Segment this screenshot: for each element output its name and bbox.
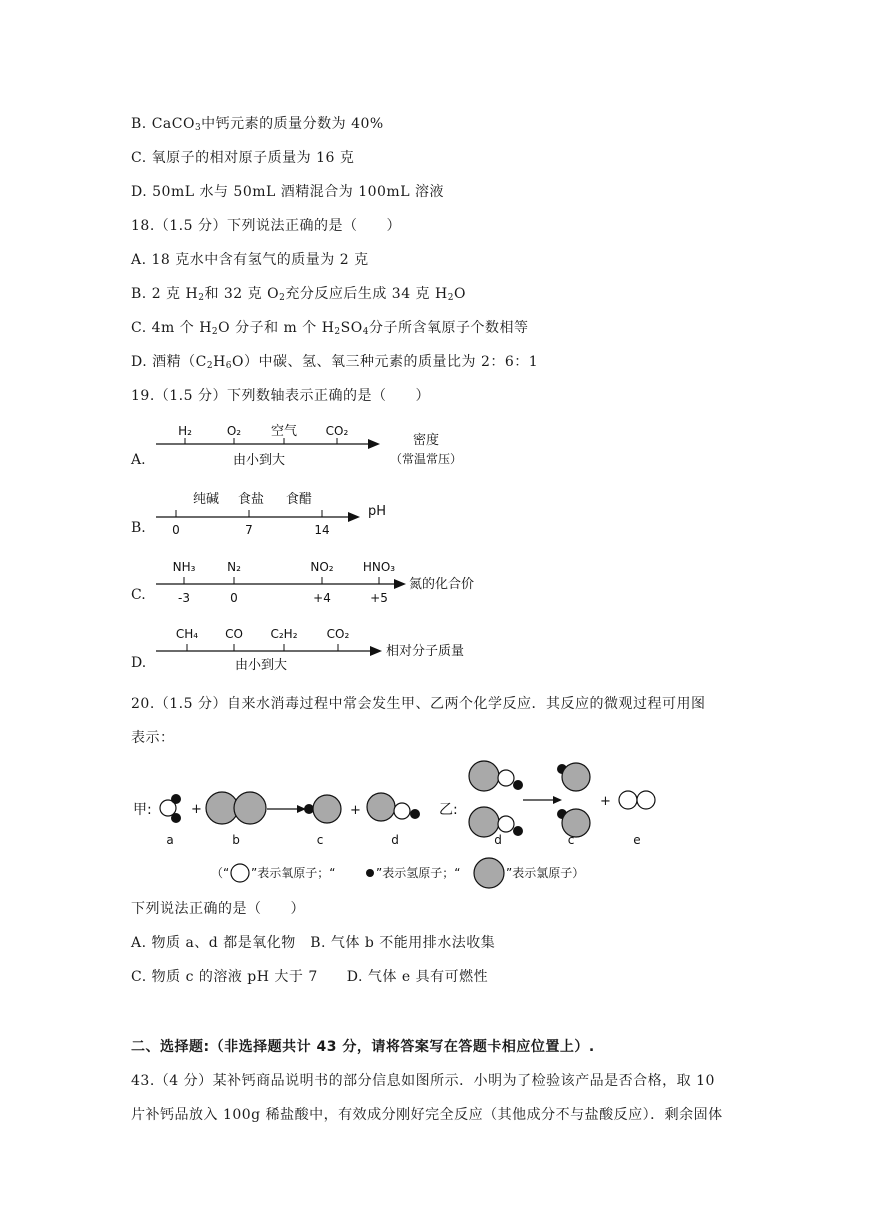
q17-option-c: C. 氧原子的相对原子质量为 16 克 [131, 150, 355, 166]
label-c-2: c [567, 833, 575, 847]
axis-a-tick-co2: CO₂ [325, 424, 349, 438]
section-2-title: 二、选择题:（非选择题共计 43 分，请将答案写在答题卡相应位置上）. [131, 1039, 595, 1055]
label-d-2: d [494, 833, 502, 847]
q19-axis-b [150, 488, 410, 540]
axis-a-end-label: 密度 [412, 433, 440, 448]
label-c: c [316, 833, 324, 847]
molecule-c [304, 795, 341, 823]
axis-a-tick-h2: H₂ [178, 424, 192, 438]
q18-option-c: C. 4m 个 $H_2O$ 分子和 m 个 $H_2SO_4$分子所含氧原子个数相等 [131, 320, 529, 337]
axis-b-value-14: 14 [314, 523, 330, 537]
q19-axis-c [150, 557, 490, 609]
axis-b-value-0: 0 [172, 523, 180, 537]
q43-line1: 43.（4 分）某补钙商品说明书的部分信息如图所示．小明为了检验该产品是否合格，取 10 [131, 1073, 715, 1089]
axis-c-value-pos4: +4 [313, 591, 331, 605]
q19-stem: 19.（1.5 分）下列数轴表示正确的是（ ） [131, 388, 430, 404]
axis-b-tick-soda: 纯碱 [192, 492, 220, 507]
q20-reaction-diagram [125, 752, 685, 892]
q18-option-b: B. 2 克 $H_2$和 32 克 $O_2$充分反应后生成 34 克 $H_2O$ [131, 286, 466, 303]
label-e: e [633, 833, 641, 847]
molecule-e [619, 791, 655, 809]
molecule-c-top [557, 763, 590, 791]
q18-option-a: A. 18 克水中含有氢气的质量为 2 克 [131, 252, 369, 268]
svg-text:”表示氯原子）: ”表示氯原子） [506, 866, 585, 880]
q18-option-d: D. 酒精$(C_2H_6O)$中碳、氢、氧三种元素的质量比为 2：6：1 [131, 354, 539, 371]
axis-c-tick-no2: NO₂ [310, 560, 334, 574]
axis-d-tick-ch4: CH₄ [175, 627, 199, 641]
reaction-yi-label: 乙: [439, 802, 458, 818]
q19-axis-d [150, 624, 490, 676]
axis-a-direction: 由小到大 [232, 453, 286, 468]
axis-c-tick-n2: N₂ [227, 560, 241, 574]
q17-option-d: D. 50mL 水与 50mL 酒精混合为 100mL 溶液 [131, 184, 444, 200]
reaction-jia-label: 甲: [133, 802, 152, 818]
axis-c-tick-hno3: HNO₃ [362, 560, 396, 574]
svg-text:（“: （“ [211, 866, 230, 880]
plus-2: + [350, 803, 361, 818]
q17-option-b: B. CaCO$_3$中钙元素的质量分数为 40% [131, 116, 384, 133]
axis-b-tick-salt: 食盐 [237, 492, 265, 507]
label-a: a [166, 833, 174, 847]
axis-d-tick-co2: CO₂ [326, 627, 350, 641]
q43-line2: 片补钙品放入 100g 稀盐酸中，有效成分刚好完全反应（其他成分不与盐酸反应）．剩余固体 [131, 1107, 723, 1123]
axis-d-direction: 由小到大 [234, 658, 288, 673]
plus-3: + [600, 794, 611, 809]
axis-b-value-7: 7 [245, 523, 253, 537]
axis-c-value-0: 0 [230, 591, 238, 605]
q19-option-b-label: B. [131, 520, 146, 536]
q20-options-row1: A. 物质 a、d 都是氧化物 B. 气体 b 不能用排水法收集 [131, 935, 496, 951]
axis-d-tick-co: CO [225, 627, 243, 641]
q18-stem: 18.（1.5 分）下列说法正确的是（ ） [131, 218, 401, 234]
q20-stem-line1: 20.（1.5 分）自来水消毒过程中常会发生甲、乙两个化学反应．其反应的微观过程可用图 [131, 696, 706, 712]
label-d: d [391, 833, 399, 847]
q19-axis-a [150, 422, 480, 474]
axis-c-value-neg3: -3 [178, 591, 190, 605]
axis-c-tick-nh3: NH₃ [172, 560, 196, 574]
q20-stem-line2: 表示： [131, 730, 175, 746]
axis-d-tick-c2h2: C₂H₂ [270, 627, 298, 641]
axis-c-value-pos5: +5 [370, 591, 388, 605]
axis-a-tick-o2: O₂ [226, 424, 242, 438]
molecule-d [367, 793, 420, 821]
molecule-b [206, 792, 266, 824]
svg-text:”表示氢原子；“: ”表示氢原子；“ [376, 866, 461, 880]
axis-a-end-sublabel: （常温常压） [389, 452, 463, 466]
svg-text:”表示氧原子；“: ”表示氧原子；“ [251, 866, 336, 880]
molecule-a [160, 794, 181, 823]
q19-option-d-label: D. [131, 655, 147, 671]
molecule-d-top [469, 761, 523, 791]
plus-1: + [191, 802, 202, 817]
q20-options-row2: C. 物质 c 的溶液 pH 大于 7 D. 气体 e 具有可燃性 [131, 969, 489, 985]
q19-option-a-label: A. [131, 452, 146, 468]
label-b: b [232, 833, 240, 847]
q20-question: 下列说法正确的是（ ） [131, 901, 305, 917]
axis-b-end-label: pH [368, 504, 387, 519]
axis-b-tick-vinegar: 食醋 [285, 492, 313, 507]
axis-c-end-label: 氮的化合价 [409, 577, 475, 592]
axis-d-end-label: 相对分子质量 [386, 644, 465, 659]
q19-option-c-label: C. [131, 587, 146, 603]
atom-legend [211, 858, 584, 888]
axis-a-tick-air: 空气 [270, 424, 298, 439]
